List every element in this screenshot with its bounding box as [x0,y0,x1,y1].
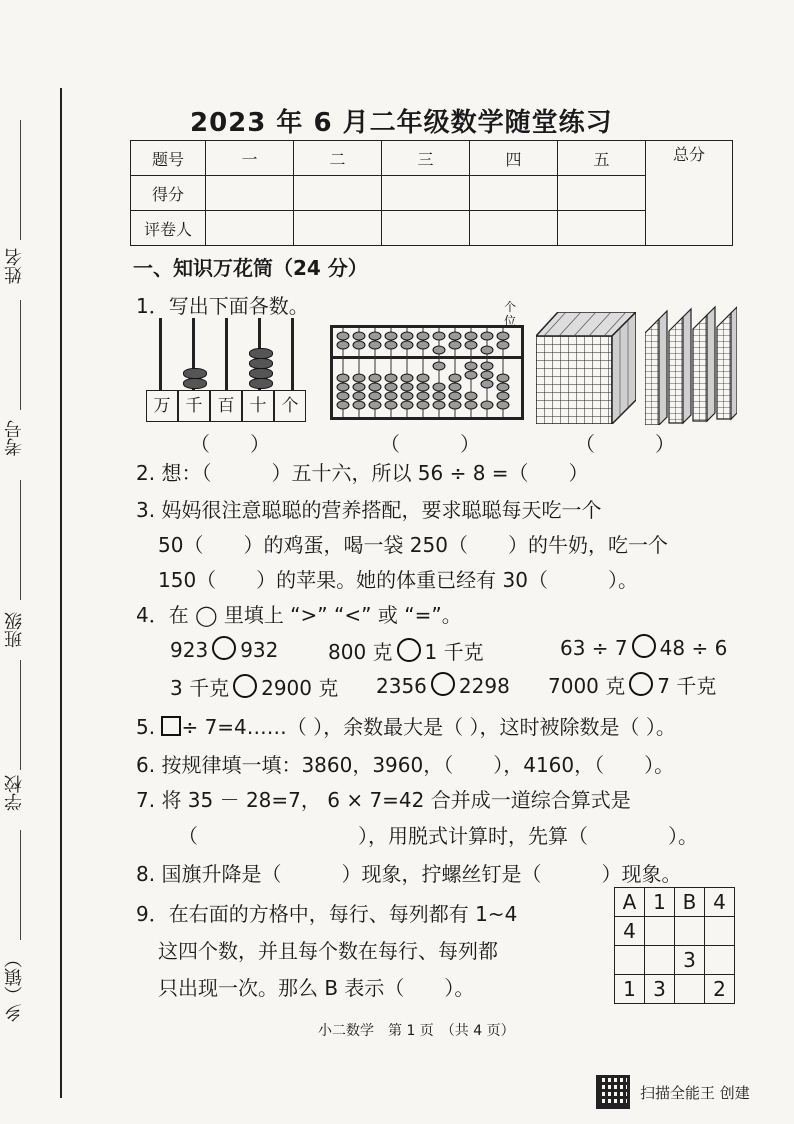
score-col-4: 四 [470,141,558,176]
score-row-grader: 评卷人 [131,211,206,246]
compare-circle-icon[interactable] [629,672,653,696]
name-write-line [20,120,21,240]
side-label-exam-no: 考号 [4,420,25,456]
question-5-number: 5. [136,715,156,739]
compare-item [170,672,338,701]
number-grid [614,887,735,1004]
abacus-base [146,390,306,422]
compare-circle-icon[interactable] [431,672,455,696]
compare-left: 63 ÷ 7 [560,636,628,660]
score-cell[interactable] [294,176,382,211]
grid-cell: 4 [615,917,645,946]
suanpan-beads [333,328,521,417]
dividend-box-icon[interactable] [161,716,181,736]
score-col-2: 二 [294,141,382,176]
abacus-bead [249,378,273,389]
compare-left: 3 千克 [170,676,230,700]
suanpan-figure [330,325,524,420]
score-cell[interactable] [470,211,558,246]
compare-right: 932 [240,638,279,662]
compare-left: 2356 [376,674,427,698]
compare-right: 1 千克 [424,640,484,664]
class-write-line [20,480,21,600]
score-cell[interactable] [382,211,470,246]
abacus-rod [291,318,294,390]
grid-cell: 1 [615,975,645,1004]
score-cell[interactable] [206,211,294,246]
grid-cell[interactable] [675,917,705,946]
compare-right: 2900 克 [261,676,339,700]
grid-cell[interactable] [615,946,645,975]
grid-cell: 4 [705,888,735,917]
question-7-line-2: （ ），用脱式计算时，先算（ ）。 [178,824,698,848]
question-8: 8. 国旗升降是（ ）现象，拧螺丝钉是（ ）现象。 [136,862,682,886]
score-col-5: 五 [558,141,646,176]
score-row-points: 得分 [131,176,206,211]
score-cell[interactable] [470,176,558,211]
section-heading: 一、知识万花筒（24 分） [133,256,368,280]
grid-cell: A [615,888,645,917]
grid-cell[interactable] [645,917,675,946]
place-label-wan: 万 [146,390,178,422]
grid-cell: 1 [645,888,675,917]
compare-item [170,636,278,662]
score-cell[interactable] [294,211,382,246]
grid-cell[interactable] [645,946,675,975]
compare-item [548,670,716,699]
question-3-line-2: 50（ ）的鸡蛋，喝一袋 250（ ）的牛奶，吃一个 [158,533,668,557]
question-2: 2. 想：（ ）五十六，所以 56 ÷ 8 =（ ） [136,461,589,485]
question-4-intro: 4．在 ◯ 里填上 “>” “<” 或 “=”。 [136,603,462,627]
q1-answer-1[interactable]: （ ） [190,432,270,456]
score-cell[interactable] [382,176,470,211]
compare-item [328,636,484,665]
score-row-header: 题号 [131,141,206,176]
place-label-ge: 个 [274,390,306,422]
question-3-line-3: 150（ ）的苹果。她的体重已经有 30（ ）。 [158,568,638,592]
question-6: 6. 按规律填一填：3860，3960，（ ），4160，（ ）。 [136,753,675,777]
q1-answer-2[interactable]: （ ） [380,432,480,456]
question-5-text: ÷ 7=4……（ ），余数最大是（ ），这时被除数是（ ）。 [181,715,676,739]
place-label-shi: 十 [242,390,274,422]
score-col-1: 一 [206,141,294,176]
side-label-school: 学校 [4,775,25,811]
score-col-3: 三 [382,141,470,176]
question-9-line-3: 只出现一次。那么 B 表示（ ）。 [158,976,475,1000]
compare-circle-icon[interactable] [397,638,421,662]
compare-circle-icon[interactable] [233,674,257,698]
counting-frame-figure [146,318,314,426]
place-label-qian: 千 [178,390,210,422]
scanner-brand: 扫描全能王 创建 [640,1084,750,1102]
exam-no-write-line [20,300,21,410]
question-1: 1．写出下面各数。 [136,294,309,318]
qr-code-icon [596,1075,630,1109]
grid-cell[interactable] [705,917,735,946]
town-write-line [20,830,21,940]
score-cell[interactable] [558,176,646,211]
q1-answer-3[interactable]: （ ） [575,432,675,456]
grid-cell: B [675,888,705,917]
grid-cell: 3 [645,975,675,1004]
compare-circle-icon[interactable] [632,634,656,658]
score-table [130,140,733,246]
abacus-rod [159,318,162,390]
question-5 [136,711,676,740]
score-cell[interactable] [206,176,294,211]
hundred-flats-figure [645,305,737,425]
grid-cell: 2 [705,975,735,1004]
abacus-rod [225,318,228,390]
score-cell[interactable] [558,211,646,246]
school-write-line [20,660,21,770]
compare-right: 7 千克 [657,674,717,698]
side-label-class: 班级 [4,612,25,648]
compare-left: 7000 克 [548,674,626,698]
grid-cell[interactable] [675,975,705,1004]
grid-cell: 3 [675,946,705,975]
compare-circle-icon[interactable] [212,636,236,660]
compare-left: 923 [170,638,209,662]
question-7-line-1: 7. 将 35 － 28=7， 6 × 7=42 合并成一道综合算式是 [136,788,631,812]
place-label-bai: 百 [210,390,242,422]
score-total: 总分 [646,141,733,246]
binding-line [60,88,62,1098]
question-9-line-1: 9．在右面的方格中，每行、每列都有 1~4 [136,902,518,926]
abacus-bead [183,378,207,389]
grid-cell[interactable] [705,946,735,975]
side-label-name: 姓名 [4,248,25,284]
page-footer: 小二数学 第 1 页 （共 4 页） [318,1023,515,1039]
compare-right: 2298 [458,674,510,698]
compare-right: 48 ÷ 6 [659,636,728,660]
side-label-town: 乡（镇） [4,950,25,1022]
question-3-line-1: 3. 妈妈很注意聪聪的营养搭配，要求聪聪每天吃一个 [136,498,602,522]
question-9-line-2: 这四个数，并且每个数在每行、每列都 [158,939,498,963]
compare-left: 800 克 [328,640,393,664]
compare-item [560,634,727,660]
compare-item [376,672,510,698]
ones-place-label: 个位 [503,300,516,328]
thousand-cube-figure [536,312,636,424]
page-title: 2023 年 6 月二年级数学随堂练习 [190,108,613,138]
